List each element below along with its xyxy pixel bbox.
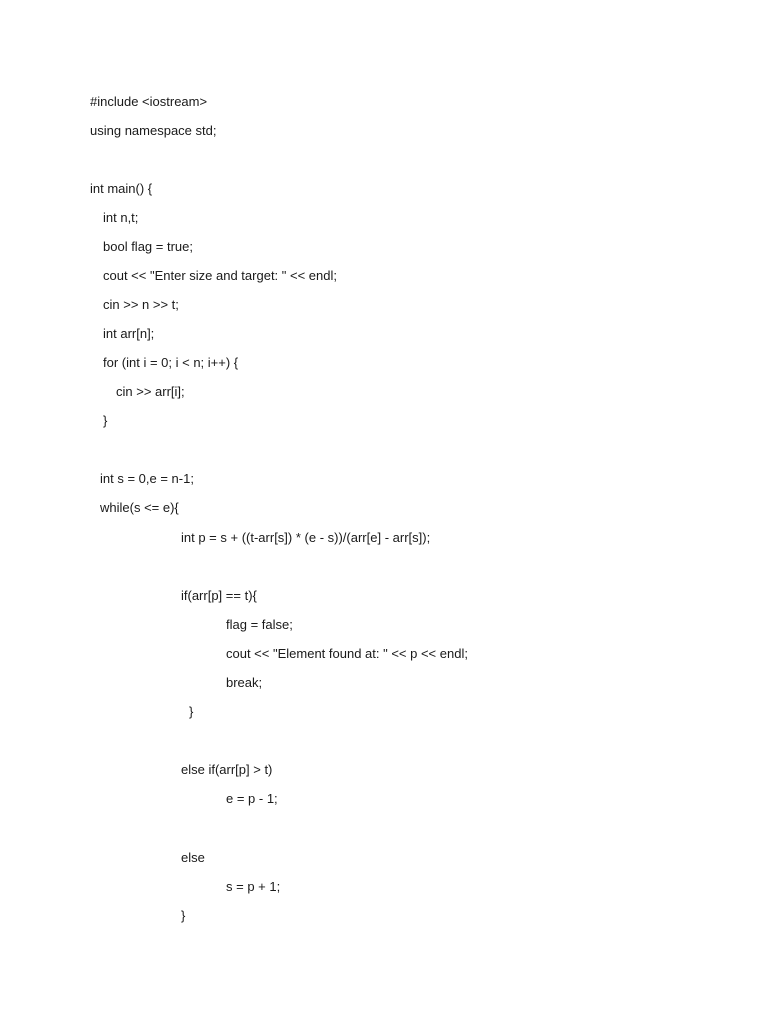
- code-line: cout << "Enter size and target: " << endl;: [103, 268, 337, 283]
- code-line: if(arr[p] == t){: [181, 588, 257, 603]
- code-line: cout << "Element found at: " << p << endl;: [226, 646, 468, 661]
- code-line: else: [181, 850, 205, 865]
- code-line: s = p + 1;: [226, 879, 281, 894]
- code-line: break;: [226, 675, 263, 690]
- code-line: int arr[n];: [103, 326, 155, 341]
- code-line: cin >> arr[i];: [116, 384, 185, 399]
- code-line: else if(arr[p] > t): [181, 762, 273, 777]
- code-line: for (int i = 0; i < n; i++) {: [103, 355, 239, 370]
- code-line: int n,t;: [103, 210, 139, 225]
- code-line: cin >> n >> t;: [103, 297, 179, 312]
- code-line: while(s <= e){: [100, 500, 179, 515]
- code-line: int p = s + ((t-arr[s]) * (e - s))/(arr[e] - arr[s]);: [181, 530, 431, 545]
- code-line: }: [103, 413, 108, 428]
- code-line: }: [181, 908, 186, 923]
- code-line: #include <iostream>: [90, 94, 208, 109]
- code-line: }: [189, 704, 194, 719]
- code-line: int main() {: [90, 181, 153, 196]
- code-line: e = p - 1;: [226, 791, 278, 806]
- code-line: int s = 0,e = n-1;: [100, 471, 194, 486]
- code-line: bool flag = true;: [103, 239, 193, 254]
- code-line: using namespace std;: [90, 123, 217, 138]
- code-line: flag = false;: [226, 617, 293, 632]
